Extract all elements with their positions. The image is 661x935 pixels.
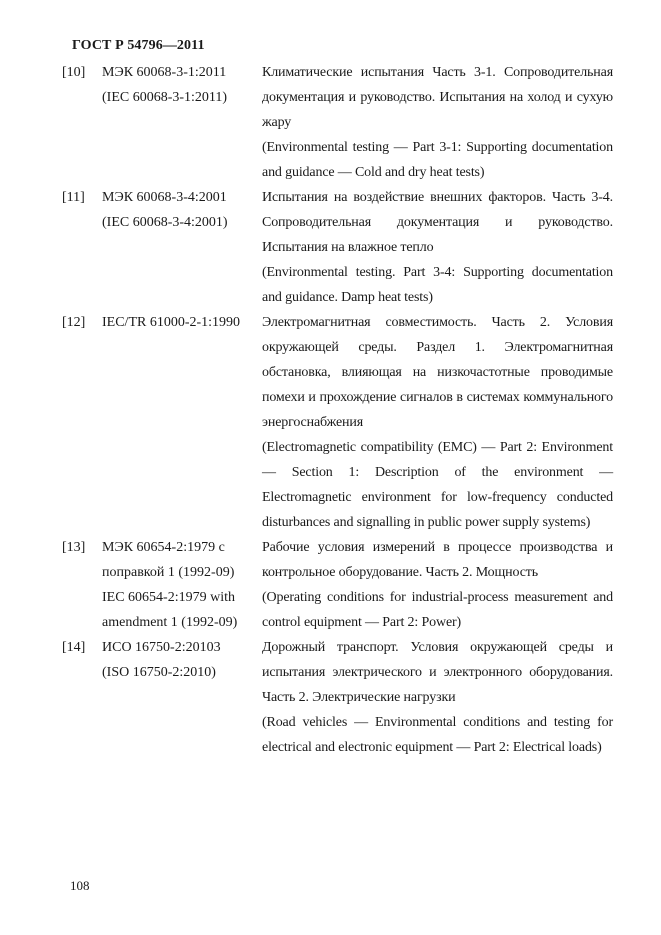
reference-title-ru: Рабочие условия измерений в процессе производства и контрольное оборудование. Часть 2. Мощность [262, 540, 613, 580]
reference-title-en: (Road vehicles — Environmental conditions and testing for electrical and electronic equipment — Part 2: Electrical loads) [262, 715, 613, 755]
document-header: ГОСТ Р 54796—2011 [72, 38, 205, 53]
reference-code [102, 535, 262, 635]
reference-title-en: (Operating conditions for industrial-process measurement and control equipment — Part 2: Power) [262, 590, 613, 630]
reference-entry [62, 60, 613, 185]
reference-code-line: МЭК 60068-3-1:2011 [102, 65, 227, 80]
reference-code [102, 185, 262, 310]
reference-code-line: ИСО 16750-2:20103 [102, 640, 221, 655]
reference-entry [62, 635, 613, 760]
reference-code-line: поправкой 1 (1992-09) [102, 565, 235, 580]
reference-description [262, 310, 613, 535]
reference-description [262, 185, 613, 310]
reference-description [262, 635, 613, 760]
reference-code-line: amendment 1 (1992-09) [102, 615, 238, 630]
reference-title-en: (Electromagnetic compatibility (EMC) — Part 2: Environment — Section 1: Description of the environment — Electromagnetic environment for low-frequency conducted disturbances and signalling in public power supply systems) [262, 440, 613, 530]
reference-code-line: МЭК 60654-2:1979 с [102, 540, 225, 555]
reference-number: [10] [62, 65, 86, 80]
reference-description [262, 535, 613, 635]
reference-description [262, 60, 613, 185]
reference-code-line: (ISO 16750-2:2010) [102, 665, 216, 680]
reference-code-line: IEC 60654-2:1979 with [102, 590, 235, 605]
reference-code [102, 635, 262, 760]
reference-number: [14] [62, 640, 86, 655]
reference-title-ru: Электромагнитная совместимость. Часть 2. Условия окружающей среды. Раздел 1. Электромагнитная обстановка, влияющая на низкочастотные проводимые помехи и прохождение сигналов в системах коммунального энергоснабжения [262, 315, 613, 430]
reference-title-ru: Испытания на воздействие внешних факторов. Часть 3-4. Сопроводительная документация и руководство. Испытания на влажное тепло [262, 190, 613, 255]
reference-code [102, 310, 262, 535]
reference-code-line: (IEC 60068-3-4:2001) [102, 215, 228, 230]
reference-title-ru: Климатические испытания Часть 3-1. Сопроводительная документация и руководство. Испытания на холод и сухую жару [262, 65, 613, 130]
page-number: 108 [70, 878, 90, 893]
reference-entry [62, 310, 613, 535]
reference-code [102, 60, 262, 185]
reference-number: [11] [62, 190, 85, 205]
reference-title-en: (Environmental testing — Part 3-1: Supporting documentation and guidance — Cold and dry heat tests) [262, 140, 613, 180]
reference-number: [13] [62, 540, 86, 555]
reference-list [62, 60, 613, 760]
reference-entry [62, 535, 613, 635]
reference-entry [62, 185, 613, 310]
reference-code-line: (IEC 60068-3-1:2011) [102, 90, 228, 105]
reference-code-line: МЭК 60068-3-4:2001 [102, 190, 227, 205]
reference-title-en: (Environmental testing. Part 3-4: Supporting documentation and guidance. Damp heat tests) [262, 265, 613, 305]
reference-number: [12] [62, 315, 86, 330]
reference-title-ru: Дорожный транспорт. Условия окружающей среды и испытания электрического и электронного оборудования. Часть 2. Электрические нагрузки [262, 640, 613, 705]
reference-code-line: IEC/TR 61000-2-1:1990 [102, 315, 241, 330]
